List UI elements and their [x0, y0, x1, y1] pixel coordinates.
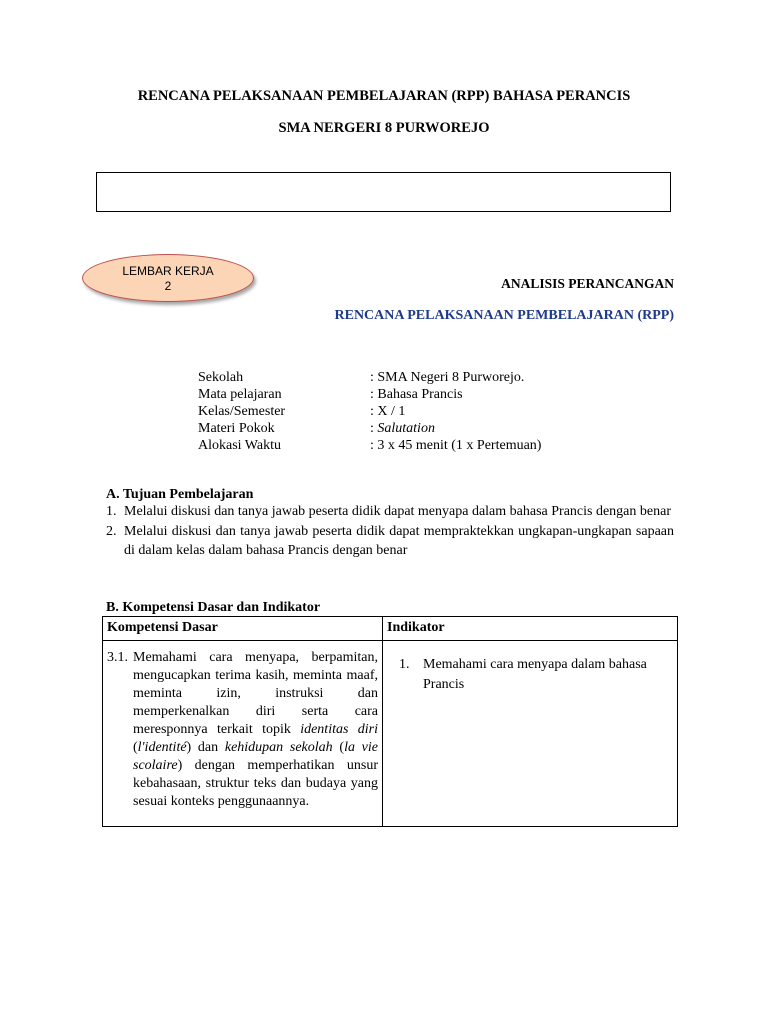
list-item — [106, 502, 674, 521]
kd-text-italic: kehidupan sekolah — [224, 740, 333, 755]
indicator-item — [399, 655, 667, 695]
lembar-kerja-badge — [82, 254, 254, 302]
info-value: : 3 x 45 menit (1 x Pertemuan) — [370, 438, 542, 453]
objectives-list — [106, 502, 674, 560]
document-title: RENCANA PELAKSANAAN PEMBELAJARAN (RPP) BAHASA PERANCIS — [137, 88, 631, 104]
info-value-topic: Salutation — [377, 421, 435, 436]
table-header-row — [103, 617, 678, 641]
info-label: Materi Pokok — [198, 421, 275, 436]
list-text: Melalui diskusi dan tanya jawab peserta didik dapat mempraktekkan ungkapan-ungkapan sapaan di dalam kelas dalam bahasa Prancis dengan benar — [124, 524, 674, 558]
badge-line-2: 2 — [164, 279, 172, 293]
column-header-indikator: Indikator — [383, 617, 678, 641]
kd-text — [107, 649, 378, 811]
kd-text-part: ( — [332, 740, 345, 755]
kd-text-italic: l'identité — [137, 740, 187, 755]
info-value-materi — [370, 421, 435, 436]
indicator-cell — [383, 641, 678, 827]
kd-text-italic: identitas diri — [300, 722, 378, 737]
kd-number: 3.1. — [107, 650, 128, 665]
info-value: : SMA Negeri 8 Purworejo. — [370, 370, 525, 385]
section-a-heading: A. Tujuan Pembelajaran — [106, 487, 254, 502]
rpp-heading: RENCANA PELAKSANAAN PEMBELAJARAN (RPP) — [334, 308, 674, 323]
info-label: Kelas/Semester — [198, 404, 286, 419]
indicator-number: 1. — [399, 657, 410, 672]
list-number: 2. — [106, 524, 117, 539]
info-label: Alokasi Waktu — [198, 438, 281, 453]
analisis-heading: ANALISIS PERANCANGAN — [501, 276, 674, 291]
indicator-text: Memahami cara menyapa dalam bahasa Prancis — [423, 657, 647, 692]
list-text: Melalui diskusi dan tanya jawab peserta didik dapat menyapa dalam bahasa Prancis dengan benar — [124, 504, 671, 519]
list-number: 1. — [106, 504, 117, 519]
badge-line-1: LEMBAR KERJA — [122, 264, 214, 278]
empty-box — [96, 172, 671, 212]
list-item — [106, 522, 674, 560]
info-label: Mata pelajaran — [198, 387, 282, 402]
kd-cell — [103, 641, 383, 827]
info-value: : X / 1 — [370, 404, 406, 419]
kd-text-italic: la vie scolaire — [133, 740, 378, 773]
section-b-heading: B. Kompetensi Dasar dan Indikator — [106, 600, 321, 615]
kd-text-part: ( — [133, 740, 138, 755]
info-label: Sekolah — [198, 370, 244, 385]
info-value-italic — [370, 420, 435, 437]
kd-text-part: ) dengan memperhatikan unsur kebahasaan, struktur teks dan budaya yang sesuai konteks penggunaannya. — [133, 758, 378, 809]
competency-table — [102, 616, 678, 827]
kd-text-part: ) dan — [186, 740, 225, 755]
column-header-kd: Kompetensi Dasar — [103, 617, 383, 641]
info-value: : Bahasa Prancis — [370, 387, 463, 402]
info-value-prefix: : — [370, 421, 378, 436]
school-name: SMA NERGERI 8 PURWOREJO — [278, 120, 490, 136]
kd-text-part: Memahami cara menyapa, berpamitan, mengucapkan terima kasih, meminta maaf, meminta izin, instruksi dan memperkenalkan diri serta cara meresponnya terkait topik — [133, 650, 378, 737]
table-row — [103, 641, 678, 827]
